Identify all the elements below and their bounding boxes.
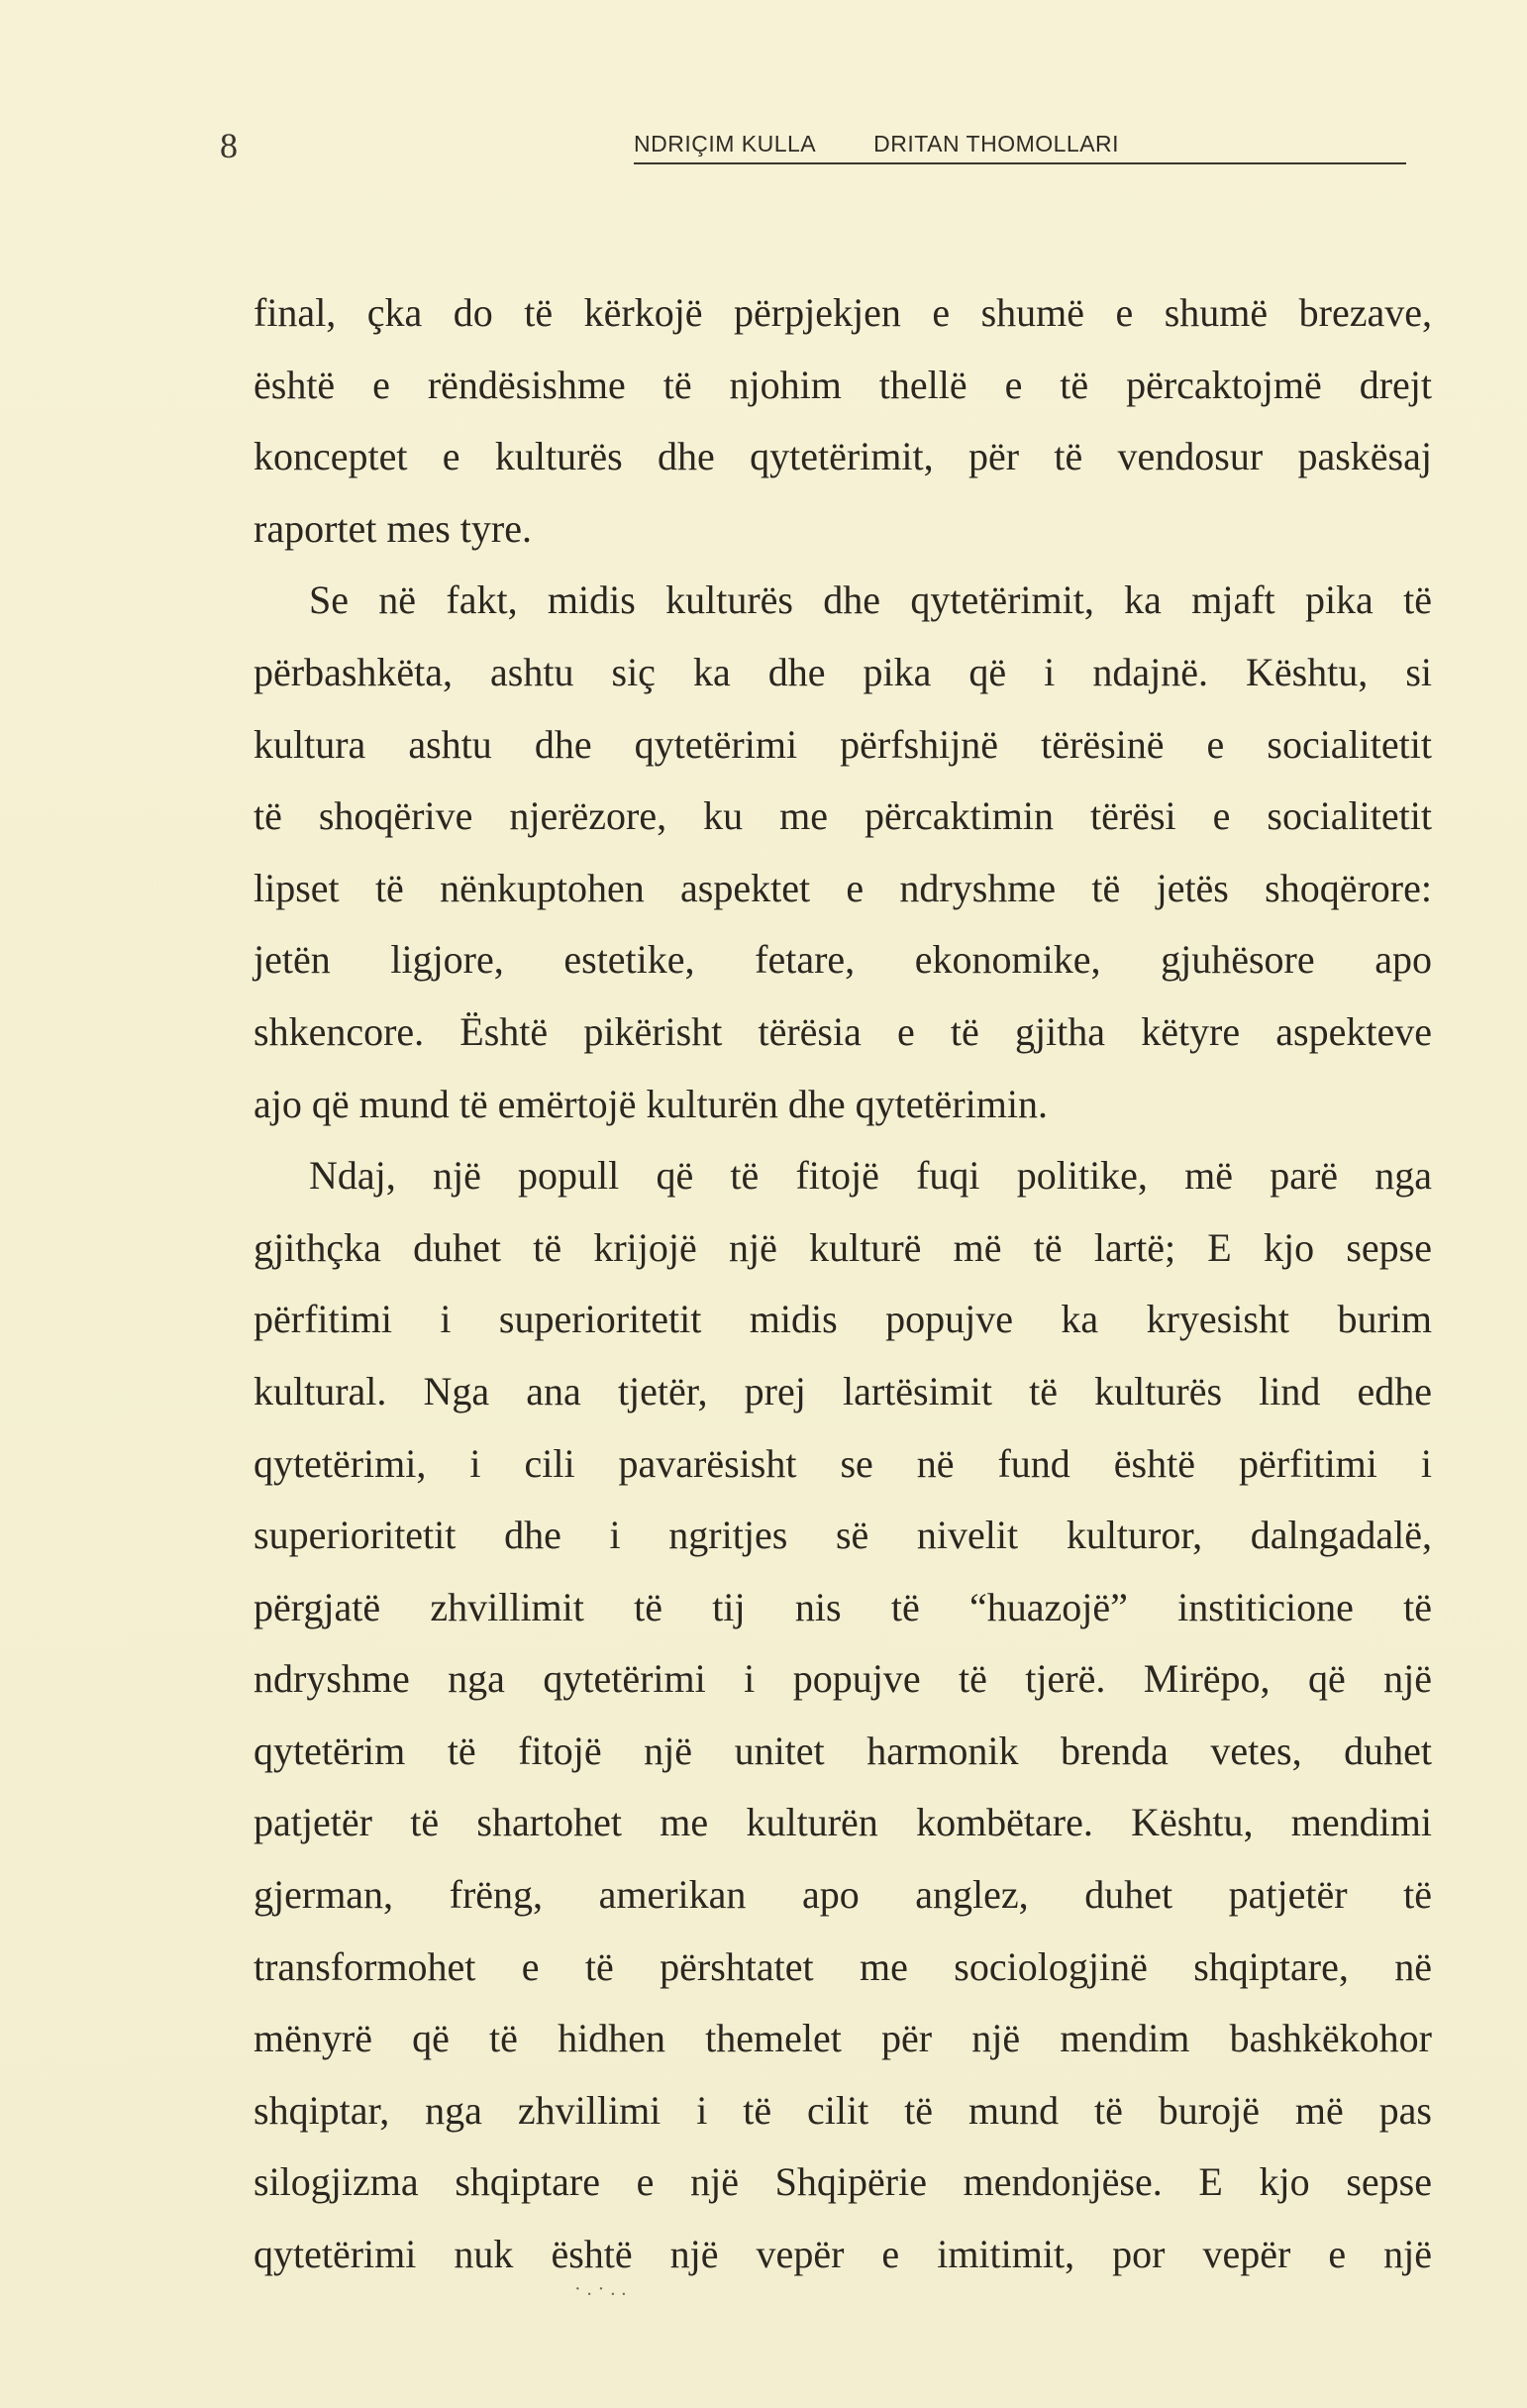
text-line: përfitimi i superioritetit midis popujve ka kryesisht burim — [254, 1297, 1432, 1342]
text-line: jetën ligjore, estetike, fetare, ekonomike, gjuhësore apo — [254, 937, 1432, 983]
text-line: superioritetit dhe i ngritjes së nivelit kulturor, dalngadalë, — [254, 1513, 1432, 1558]
page-number: 8 — [220, 126, 238, 165]
text-line: patjetër të shartohet me kulturën kombëtare. Kështu, mendimi — [254, 1800, 1432, 1845]
text-line: lipset të nënkuptohen aspektet e ndryshme të jetës shoqërore: — [254, 865, 1432, 910]
author-name-1: NDRIÇIM KULLA — [634, 131, 817, 157]
text-line: gjerman, frëng, amerikan apo anglez, duhet patjetër të — [254, 1872, 1432, 1918]
text-line: gjithçka duhet të krijojë një kulturë më të lartë; E kjo sepse — [254, 1224, 1432, 1270]
text-line: ajo që mund të emërtojë kulturën dhe qytetërimin. — [254, 1081, 1048, 1126]
text-line: konceptet e kulturës dhe qytetërimit, për të vendosur paskësaj — [254, 434, 1432, 479]
text-line: transformohet e të përshtatet me sociologjinë shqiptare, në — [254, 1943, 1432, 1989]
text-line: Ndaj, një popull që të fitojë fuqi politike, më parë nga — [309, 1153, 1432, 1199]
text-line: përgjatë zhvillimit të tij nis të “huazojë” institicione të — [254, 1584, 1432, 1629]
author-name-2: DRITAN THOMOLLARI — [873, 131, 1120, 157]
text-line: qytetërimi, i cili pavarësisht se në fund është përfitimi i — [254, 1440, 1432, 1486]
text-line: kultural. Nga ana tjetër, prej lartësimit të kulturës lind edhe — [254, 1368, 1432, 1413]
text-line: të shoqërive njerëzore, ku me përcaktimin tërësi e socialitetit — [254, 793, 1432, 839]
text-line: mënyrë që të hidhen themelet për një mendim bashkëkohor — [254, 2016, 1432, 2061]
text-line: raportet mes tyre. — [254, 505, 532, 551]
text-line: Se në fakt, midis kulturës dhe qytetërimit, ka mjaft pika të — [309, 577, 1432, 623]
text-line: final, çka do të kërkojë përpjekjen e shumë e shumë brezave, — [254, 290, 1432, 335]
running-header — [634, 131, 1406, 157]
header-rule — [634, 162, 1406, 164]
body-text — [254, 277, 1432, 2291]
text-line: ndryshme nga qytetërimi i popujve të tjerë. Mirëpo, që një — [254, 1656, 1432, 1702]
text-line: silogjizma shqiptare e një Shqipërie mendonjëse. E kjo sepse — [254, 2159, 1432, 2205]
text-line: kultura ashtu dhe qytetërimi përfshijnë tërësinë e socialitetit — [254, 721, 1432, 767]
text-line: qytetërimi nuk është një vepër e imitimit, por vepër e një — [254, 2232, 1432, 2277]
text-line: qytetërim të fitojë një unitet harmonik brenda vetes, duhet — [254, 1727, 1432, 1773]
paper-speck: ·.·.. — [574, 2278, 633, 2300]
text-line: është e rëndësishme të njohim thellë e të përcaktojmë drejt — [254, 362, 1432, 407]
text-line: shkencore. Është pikërisht tërësia e të gjitha këtyre aspekteve — [254, 1008, 1432, 1054]
text-line: përbashkëta, ashtu siç ka dhe pika që i ndajnë. Kështu, si — [254, 649, 1432, 694]
text-line: shqiptar, nga zhvillimi i të cilit të mund të burojë më pas — [254, 2087, 1432, 2133]
